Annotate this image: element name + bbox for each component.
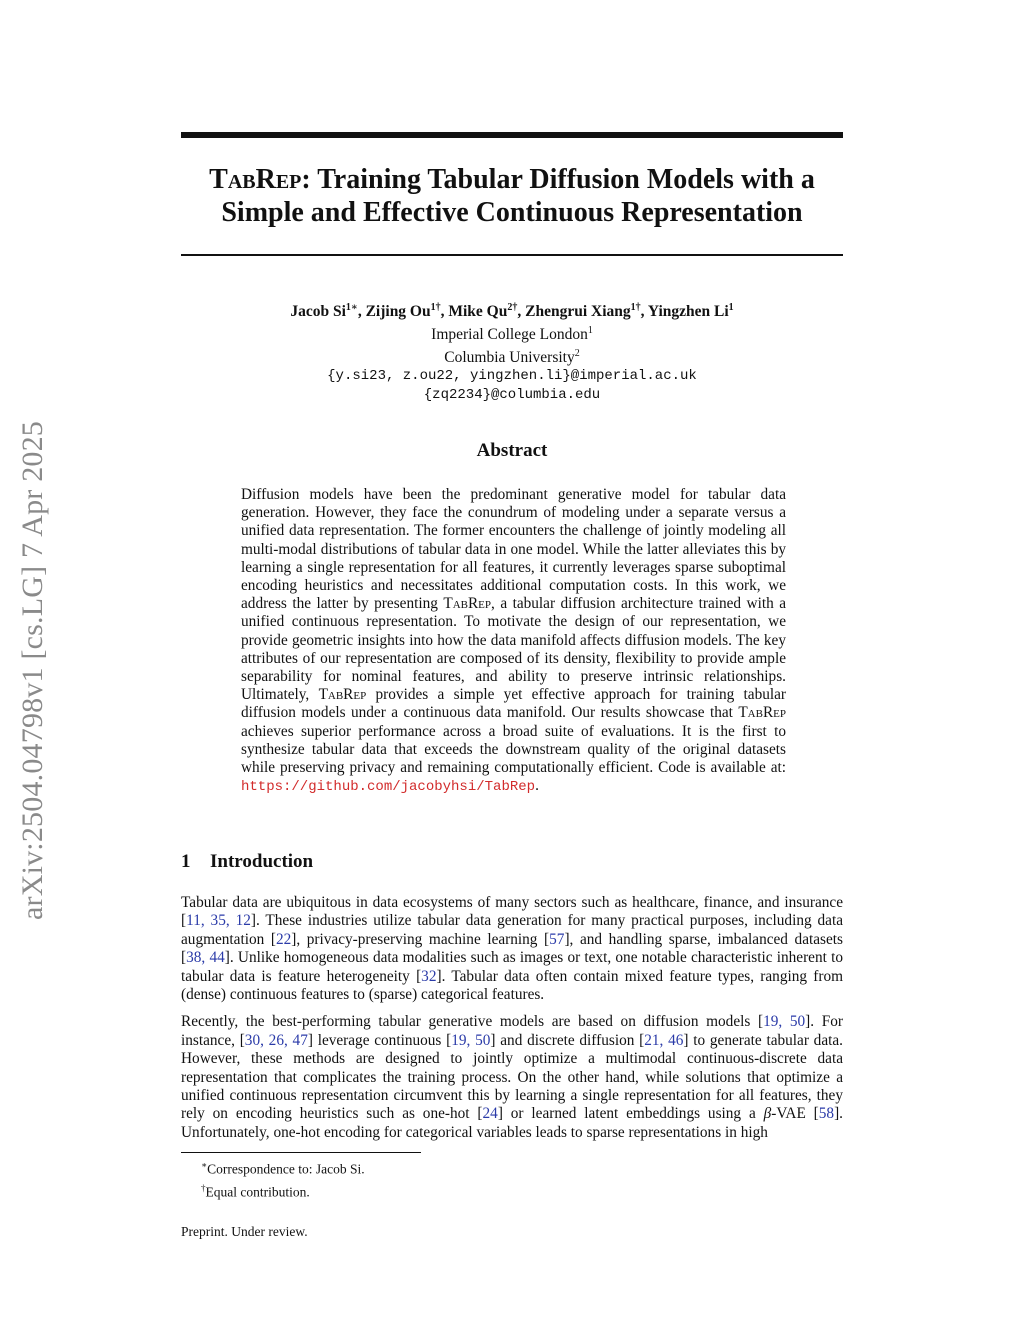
footnotes	[181, 1156, 843, 1201]
citation-link[interactable]: 58	[818, 1105, 835, 1123]
preprint-notice: Preprint. Under review.	[181, 1224, 308, 1239]
introduction-body	[181, 894, 843, 1151]
title-bottom-rule	[181, 254, 843, 256]
title-line1: : Training Tabular Diffusion Models with a	[301, 164, 815, 195]
citation-link[interactable]: 30, 26, 47	[244, 1031, 308, 1049]
author-5: Yingzhen Li	[647, 303, 729, 321]
citation-link[interactable]: 21, 46	[644, 1031, 684, 1049]
author-1: Jacob Si	[290, 303, 346, 321]
paper-title	[181, 163, 843, 229]
citation-link[interactable]: 32	[421, 967, 437, 985]
section-heading-introduction	[181, 851, 843, 873]
citation-link[interactable]: 19, 50	[451, 1031, 491, 1049]
method-name: TabRep	[738, 704, 786, 722]
title-method-name: TabRep	[209, 164, 302, 195]
author-block	[181, 298, 843, 405]
citation-link[interactable]: 11, 35, 12	[186, 912, 251, 930]
title-top-rule	[181, 132, 843, 138]
paragraph-1: Tabular data are ubiquitous in data ecosystems of many sectors such as healthcare, finance, and insurance [11, 35, 12]. These industries utilize tabular data generation for many practical purposes, including data augmentation [22], privacy-preserving machine learning [57], and handling sparse, imbalanced datasets [38, 44]. Unlike homogeneous data modalities such as images or text, one notable characteristic inherent to tabular data is feature heterogeneity [32]. Tabular data often contain mixed feature types, ranging from (dense) continuous features to (sparse) categorical features.	[181, 894, 843, 1004]
citation-link[interactable]: 22	[275, 930, 292, 948]
affiliation-2: Columbia University$^2$	[444, 348, 580, 367]
author-4: Zhengrui Xiang	[525, 303, 631, 321]
footnote-equal-contribution: †Equal contribution.	[201, 1182, 310, 1199]
arxiv-identifier: arXiv:2504.04798v1 [cs.LG] 7 Apr 2025	[16, 420, 49, 920]
author-2: Zijing Ou	[365, 303, 431, 321]
footnote-correspondence: ∗Correspondence to: Jacob Si.	[201, 1160, 365, 1177]
author-3: Mike Qu	[448, 303, 508, 321]
beta-symbol: β	[763, 1105, 772, 1123]
citation-link[interactable]: 38, 44	[186, 949, 225, 967]
email-imperial: {y.si23, z.ou22, yingzhen.li}@imperial.ac.uk	[327, 368, 697, 385]
paragraph-2: Recently, the best-performing tabular generative models are based on diffusion models [19, 50]. For instance, [30, 26, 47] leverage continuous [19, 50] and discrete diffusion [21, 46] to generate tabular data. However, these methods are designed to jointly optimize a multimodal continuous-discrete data representation that complicates the training process. On the other hand, while solutions that optimize a unified continuous representation circumvent this by learning a single representation for all features, they rely on encoding heuristics such as one-hot [24] or learned latent embeddings using a β-VAE [58]. Unfortunately, one-hot encoding for categorical variables leads to sparse representations in high	[181, 1013, 843, 1141]
abstract-text: Diffusion models have been the predominant generative model for tabular data generation. However, they face the conundrum of modeling under a separate versus a unified data representation. The former encounters the challenge of jointly modeling all multi-modal distributions of tabular data in one model. While the latter alleviates this by learning a single representation for all features, it currently leverages sparse suboptimal encoding heuristics and necessitates additional computation costs. In this work, we address the latter by presenting TabRep, a tabular diffusion architecture trained with a unified continuous representation. To motivate the design of our representation, we provide geometric insights into how the data manifold affects diffusion models. The key attributes of our representation are composed of its density, flexibility to provide ample separability for nominal features, and ability to preserve intrinsic relationships. Ultimately, TabRep provides a simple yet effective approach for training tabular diffusion models under a continuous data manifold. Our results showcase that TabRep achieves superior performance across a broad suite of evaluations. It is the first to synthesize tabular data that exceeds the downstream quality of the original datasets while preserving privacy and remaining computationally efficient. Code is available at: https://github.com/jacobyhsi/TabRep.	[241, 486, 787, 796]
footnote-rule	[181, 1152, 421, 1153]
affiliation-1: Imperial College London$^1$	[431, 325, 593, 344]
method-name: TabRep	[318, 686, 367, 704]
citation-link[interactable]: 19, 50	[763, 1013, 806, 1031]
author-names: Jacob $Si^{1∗}$, Zijing $Ou^{1\dagger}$, Mike $Qu^{2\dagger}$, Zhengrui Xiang$^{1\dagger}$, Yingzhen Li$^1$	[290, 302, 734, 321]
email-columbia: {zq2234}@columbia.edu	[423, 387, 601, 404]
code-link[interactable]: https://github.com/jacobyhsi/TabRep	[241, 779, 536, 796]
method-name: TabRep	[443, 595, 492, 613]
section-number: 1	[181, 851, 191, 872]
citation-link[interactable]: 57	[549, 930, 565, 948]
abstract-heading: Abstract	[476, 440, 548, 461]
section-title: Introduction	[210, 851, 314, 872]
title-line2: Simple and Effective Continuous Representation	[221, 197, 803, 228]
citation-link[interactable]: 24	[482, 1105, 498, 1123]
